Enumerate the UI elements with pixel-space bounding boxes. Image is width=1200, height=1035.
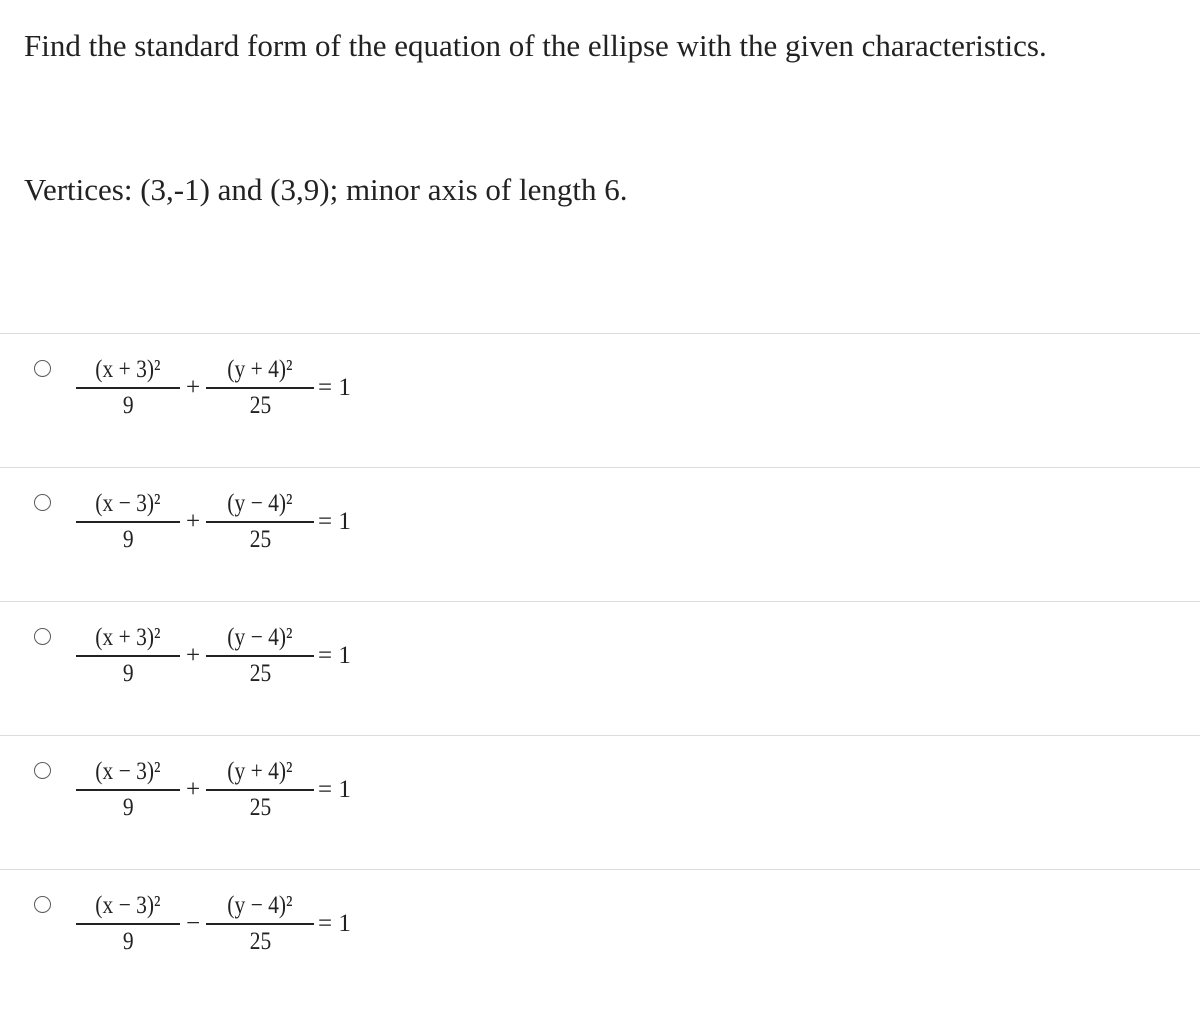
answer-choice-e[interactable] xyxy=(0,869,1200,1003)
given-characteristics: Vertices: (3,-1) and (3,9); minor axis of length 6. xyxy=(24,172,628,207)
numerator: (x + 3)² xyxy=(95,356,161,384)
fraction-x-term xyxy=(76,757,180,823)
denominator: 25 xyxy=(249,525,271,553)
denominator: 25 xyxy=(249,927,271,955)
equals-one: = 1 xyxy=(318,776,351,803)
fraction-x-term xyxy=(76,891,180,957)
fraction-y-term xyxy=(206,757,314,823)
equals-one: = 1 xyxy=(318,508,351,535)
equals-one: = 1 xyxy=(318,910,351,937)
numerator: (x − 3)² xyxy=(95,490,161,518)
equals-one: = 1 xyxy=(318,374,351,401)
equation xyxy=(76,748,351,832)
operator: + xyxy=(185,508,201,535)
denominator: 25 xyxy=(249,659,271,687)
equation xyxy=(76,882,351,966)
operator: + xyxy=(185,776,201,803)
fraction-y-term xyxy=(206,891,314,957)
question-text: Find the standard form of the equation of the ellipse with the given characteristics. xyxy=(24,28,1047,63)
fraction-y-term xyxy=(206,623,314,689)
radio-button[interactable] xyxy=(34,360,51,377)
fraction-y-term xyxy=(206,355,314,421)
answer-choice-b[interactable] xyxy=(0,467,1200,601)
numerator: (y − 4)² xyxy=(227,490,293,518)
denominator: 9 xyxy=(122,659,134,687)
equation xyxy=(76,614,351,698)
denominator: 25 xyxy=(249,793,271,821)
operator: + xyxy=(185,374,201,401)
fraction-x-term xyxy=(76,355,180,421)
fraction-y-term xyxy=(206,489,314,555)
fraction-x-term xyxy=(76,489,180,555)
answer-choice-c[interactable] xyxy=(0,601,1200,735)
answer-choice-a[interactable] xyxy=(0,333,1200,467)
operator: − xyxy=(185,910,201,937)
operator: + xyxy=(185,642,201,669)
denominator: 9 xyxy=(122,525,134,553)
denominator: 25 xyxy=(249,391,271,419)
radio-button[interactable] xyxy=(34,896,51,913)
radio-button[interactable] xyxy=(34,762,51,779)
numerator: (y + 4)² xyxy=(227,758,293,786)
radio-button[interactable] xyxy=(34,628,51,645)
radio-button[interactable] xyxy=(34,494,51,511)
answer-choices xyxy=(0,333,1200,1003)
numerator: (x − 3)² xyxy=(95,892,161,920)
equation xyxy=(76,480,351,564)
answer-choice-d[interactable] xyxy=(0,735,1200,869)
numerator: (y + 4)² xyxy=(227,356,293,384)
equation xyxy=(76,346,351,430)
numerator: (x − 3)² xyxy=(95,758,161,786)
denominator: 9 xyxy=(122,391,134,419)
equals-one: = 1 xyxy=(318,642,351,669)
numerator: (y − 4)² xyxy=(227,892,293,920)
numerator: (y − 4)² xyxy=(227,624,293,652)
numerator: (x + 3)² xyxy=(95,624,161,652)
fraction-x-term xyxy=(76,623,180,689)
denominator: 9 xyxy=(122,793,134,821)
denominator: 9 xyxy=(122,927,134,955)
